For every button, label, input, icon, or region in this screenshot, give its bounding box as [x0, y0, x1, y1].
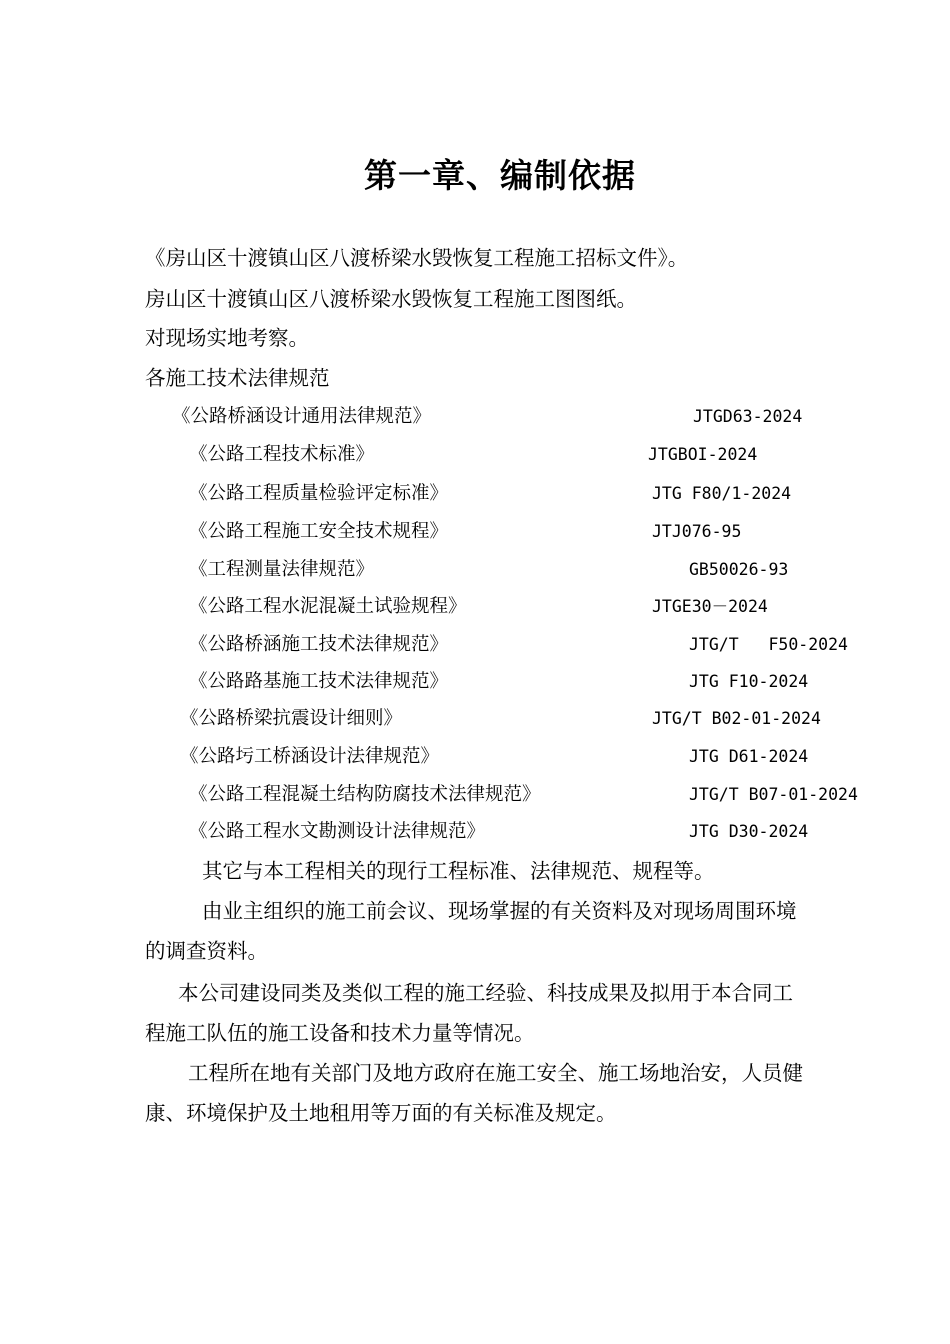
standard-code: JTJ076-95	[652, 522, 742, 541]
paragraph-related-standards: 其它与本工程相关的现行工程标准、法律规范、规程等。	[202, 859, 715, 883]
paragraph-preconstruction-meeting-cont: 的调查资料。	[145, 939, 268, 963]
standard-name: 《工程测量法律规范》	[189, 559, 375, 580]
standard-code: JTG D61-2024	[689, 747, 809, 766]
standard-name: 《公路桥涵设计通用法律规范》	[172, 406, 432, 427]
standard-code: GB50026-93	[689, 560, 789, 579]
standard-name: 《公路工程施工安全技术规程》	[189, 521, 449, 542]
basis-item-tender-document: 《房山区十渡镇山区八渡桥梁水毁恢复工程施工招标文件》。	[145, 246, 689, 270]
standard-name: 《公路工程技术标准》	[189, 444, 375, 465]
basis-item-standards-heading: 各施工技术法律规范	[145, 366, 330, 390]
paragraph-preconstruction-meeting: 由业主组织的施工前会议、现场掌握的有关资料及对现场周围环境	[202, 899, 797, 923]
chapter-title: 第一章、编制依据	[364, 156, 636, 195]
standard-code: JTG/T B07-01-2024	[689, 785, 858, 804]
basis-item-drawings: 房山区十渡镇山区八渡桥梁水毁恢复工程施工图图纸。	[145, 287, 637, 311]
standard-name: 《公路桥涵施工技术法律规范》	[189, 634, 449, 655]
standard-code: JTG/T F50-2024	[689, 635, 848, 654]
standard-code: JTG F10-2024	[689, 672, 809, 691]
standard-name: 《公路桥梁抗震设计细则》	[180, 708, 403, 729]
paragraph-company-experience: 本公司建设同类及类似工程的施工经验、科技成果及拟用于本合同工	[178, 981, 793, 1005]
standard-name: 《公路路基施工技术法律规范》	[189, 671, 449, 692]
paragraph-local-regulations: 工程所在地有关部门及地方政府在施工安全、施工场地治安，人员健	[188, 1061, 803, 1085]
standard-code: JTGBOI-2024	[648, 445, 758, 464]
standard-code: JTGD63-2024	[693, 407, 803, 426]
standard-code: JTG/T B02-01-2024	[652, 709, 821, 728]
standard-name: 《公路工程质量检验评定标准》	[189, 483, 449, 504]
standard-code: JTGE30－2024	[652, 597, 768, 616]
standard-code: JTG F80/1-2024	[652, 484, 792, 503]
basis-item-site-survey: 对现场实地考察。	[145, 326, 309, 350]
standard-name: 《公路工程水泥混凝土试验规程》	[189, 596, 467, 617]
paragraph-company-experience-cont: 程施工队伍的施工设备和技术力量等情况。	[145, 1021, 535, 1045]
paragraph-local-regulations-cont: 康、环境保护及土地租用等万面的有关标准及规定。	[145, 1101, 617, 1125]
standard-code: JTG D30-2024	[689, 822, 809, 841]
standard-name: 《公路工程混凝土结构防腐技术法律规范》	[189, 784, 541, 805]
standard-name: 《公路圬工桥涵设计法律规范》	[180, 746, 440, 767]
standard-name: 《公路工程水文勘测设计法律规范》	[189, 821, 486, 842]
